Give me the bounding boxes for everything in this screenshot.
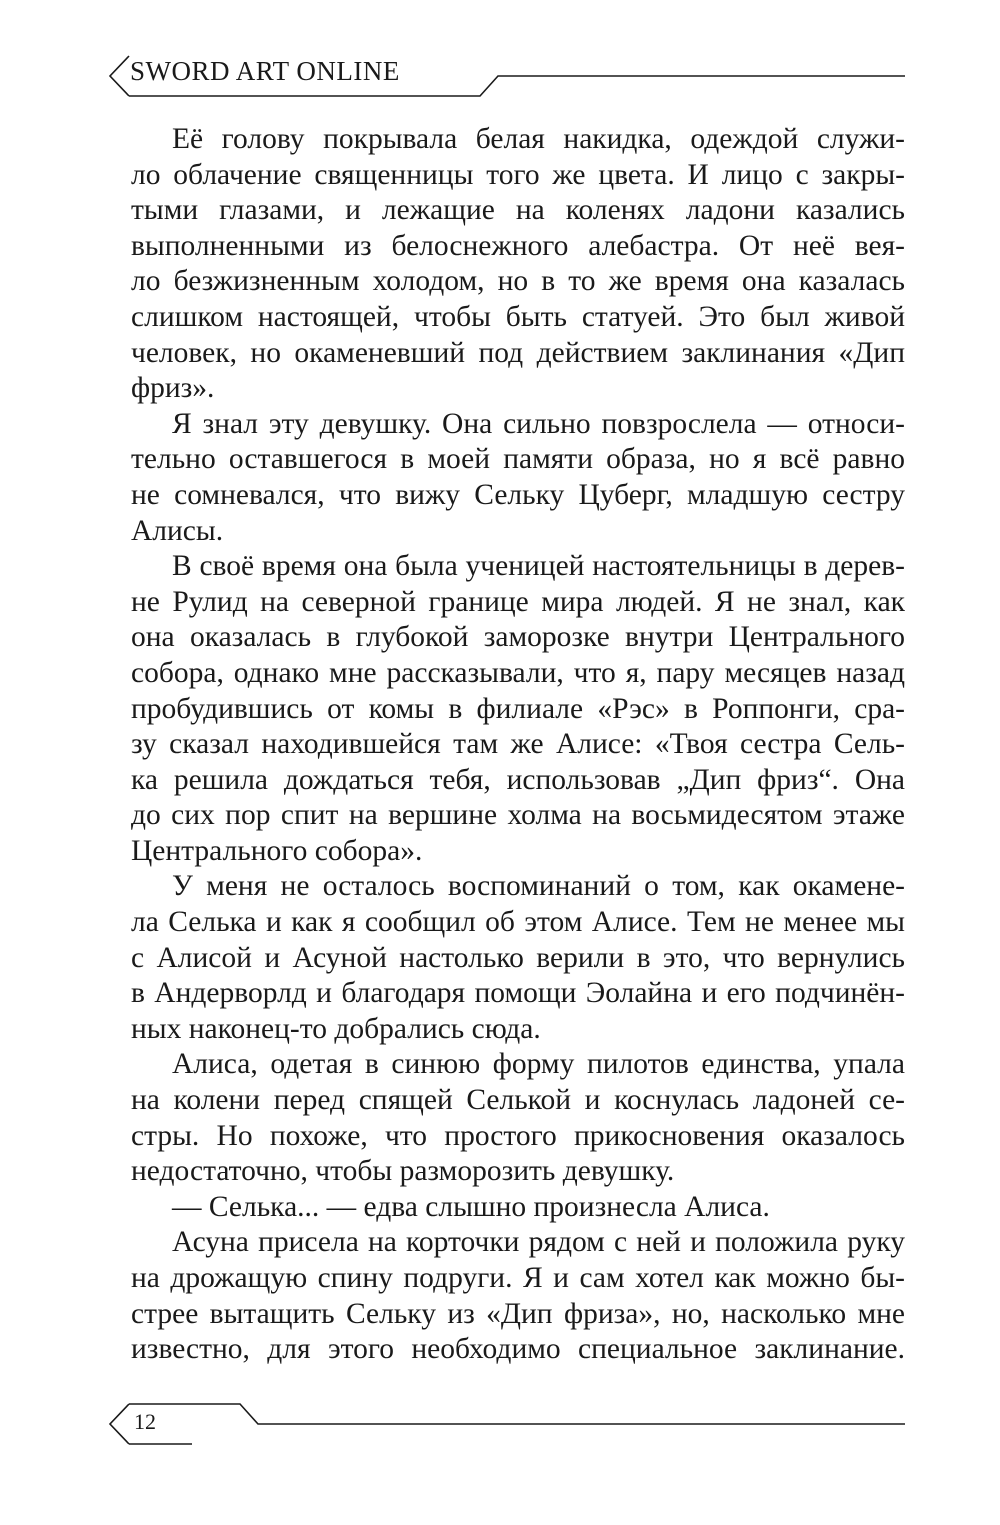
text-line: Алисы. [131,514,224,547]
text-line: фриз». [131,372,215,405]
text-line: стрее вытащить Сельку из «Дип фриза», но, насколько мне [131,1297,905,1330]
text-line: У меня не осталось воспоминаний о том, как окамене- [172,870,905,903]
text-line: пробудившись от комы в филиале «Рэс» в Роппонги, сра- [131,692,905,725]
text-line: стры. Но похоже, что простого прикосновения оказалось [131,1119,905,1152]
text-line: с Алисой и Асуной настолько верили в это, что вернулись [131,941,905,974]
text-line: ных наконец-то добрались сюда. [131,1012,541,1045]
text-line: Асуна присела на корточки рядом с ней и положила руку [172,1226,905,1259]
text-line: слишком настоящей, чтобы быть статуей. Это был живой [131,300,905,333]
text-line: на дрожащую спину подруги. Я и сам хотел как можно бы- [131,1262,905,1294]
footer-ornament-line [100,1398,910,1448]
text-line: В своё время она была ученицей настоятельницы в дерев- [172,550,905,583]
text-line: не сомневался, что вижу Сельку Цуберг, младшую сестру [131,478,905,511]
text-line: не Рулид на северной границе мира людей. Я не знал, как [131,585,905,618]
text-line: тыми глазами, и лежащие на коленях ладони казались [131,194,905,227]
running-header [100,50,910,100]
text-line: до сих пор спит на вершине холма на восьмидесятом этаже [131,799,905,832]
text-line: она оказалась в глубокой заморозке внутри Центрального [131,621,905,654]
text-line: тельно оставшегося в моей памяти образа, но я всё равно [131,443,905,476]
text-line: известно, для этого необходимо специальное заклинание. [131,1333,905,1366]
text-line: человек, но окаменевший под действием заклинания «Дип [131,336,905,369]
text-line: на колени перед спящей Селькой и коснулась ладоней се- [131,1084,905,1117]
text-line: Центрального собора». [131,834,423,867]
text-line: собора, однако мне рассказывали, что я, пару месяцев назад [131,656,905,689]
text-line: — Селька... — едва слышно произнесла Алиса. [172,1190,770,1223]
text-line: Её голову покрывала белая накидка, одеждой служи- [172,123,905,155]
text-line: Алиса, одетая в синюю форму пилотов единства, упала [172,1048,905,1081]
text-line: Я знал эту девушку. Она сильно повзрослела — относи- [172,407,905,440]
text-line: недостаточно, чтобы разморозить девушку. [131,1155,675,1188]
text-line: в Андерворлд и благодаря помощи Эолайна и его подчинён- [131,977,905,1010]
text-line: ло безжизненным холодом, но в то же время она казалась [131,265,905,298]
text-line: ка решила дождаться тебя, использовав „Дип фриз“. Она [131,763,905,796]
text-line: зу сказал находившейся там же Алисе: «Твоя сестра Сель- [131,728,905,761]
text-line: ло облачение священницы того же цвета. И лицо с закры- [131,158,905,191]
page-number: 12 [134,1409,156,1434]
running-footer [100,1398,910,1448]
text-line: ла Селька и как я сообщил об этом Алисе. Тем не менее мы [131,906,905,939]
text-line: выполненными из белоснежного алебастра. От неё вея- [131,229,905,262]
body-text [131,122,905,1368]
book-title: SWORD ART ONLINE [130,56,400,86]
